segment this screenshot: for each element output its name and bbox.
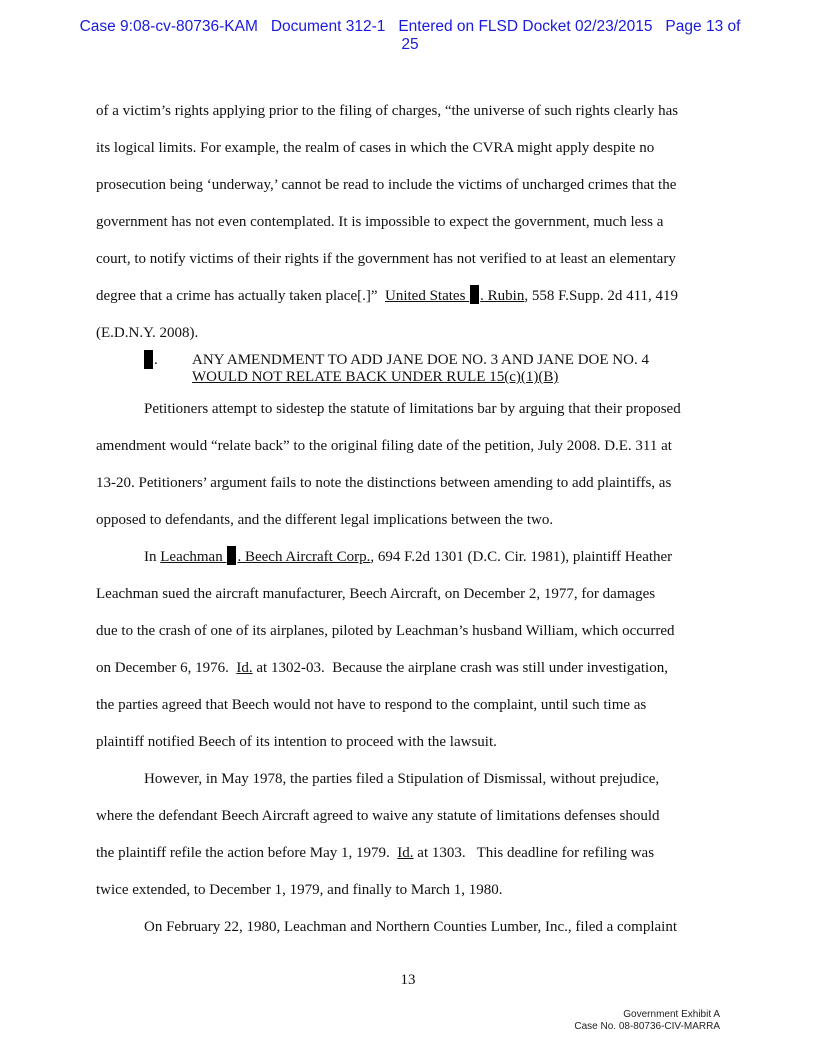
body-line: plaintiff notified Beech of its intention to proceed with the lawsuit. <box>96 734 497 750</box>
body-line <box>96 650 720 687</box>
section-heading <box>96 350 720 391</box>
body-line: Leachman sued the aircraft manufacturer, Beech Aircraft, on December 2, 1977, for damages <box>96 586 656 602</box>
case-citation <box>385 288 524 304</box>
text-run: at 1303. This deadline for refiling was <box>413 845 655 861</box>
text-run: on December 6, 1976. <box>96 660 237 676</box>
case-name-part: . Rubin <box>480 288 525 304</box>
text-run: the plaintiff refile the action before May 1, 1979. <box>96 845 398 861</box>
redaction-block <box>470 285 479 304</box>
docket-header-line-2: 25 <box>401 36 419 53</box>
page-number: 13 <box>400 972 416 988</box>
text-run: , 694 F.2d 1301 (D.C. Cir. 1981), plaintiff Heather <box>370 549 673 565</box>
exhibit-case-number: Case No. 08-80736-CIV-MARRA <box>574 1021 720 1032</box>
body-line: (E.D.N.Y. 2008). <box>96 325 199 341</box>
body-line <box>96 539 720 576</box>
body-line: Petitioners attempt to sidestep the statute of limitations bar by arguing that their proposed <box>144 401 681 417</box>
body-line: opposed to defendants, and the different legal implications between the two. <box>96 512 554 528</box>
body-line: the parties agreed that Beech would not have to respond to the complaint, until such time as <box>96 697 647 713</box>
text-run: In <box>144 549 161 565</box>
exhibit-stamp <box>574 1009 720 1033</box>
body-line: However, in May 1978, the parties filed a Stipulation of Dismissal, without prejudice, <box>144 771 660 787</box>
body-line <box>96 278 720 315</box>
body-line: prosecution being ‘underway,’ cannot be read to include the victims of uncharged crimes that the <box>96 177 677 193</box>
heading-text <box>192 352 649 386</box>
body-line: twice extended, to December 1, 1979, and finally to March 1, 1980. <box>96 882 503 898</box>
redaction-block <box>144 350 153 369</box>
exhibit-label: Government Exhibit A <box>623 1009 720 1020</box>
text-run: degree that a crime has actually taken place[.]” <box>96 288 386 304</box>
body-line <box>96 835 720 872</box>
body-line: 13-20. Petitioners’ argument fails to note the distinctions between amending to add plaintiffs, as <box>96 475 672 491</box>
docket-header <box>60 18 760 54</box>
docket-header-line-1: Case 9:08-cv-80736-KAM Document 312-1 Entered on FLSD Docket 02/23/2015 Page 13 of <box>79 18 741 35</box>
case-name-part: . Beech Aircraft Corp. <box>237 549 371 565</box>
id-citation: Id. <box>236 660 253 676</box>
case-name-part: Leachman <box>160 549 227 565</box>
body-line: of a victim’s rights applying prior to the filing of charges, “the universe of such rights clearly has <box>96 103 679 119</box>
text-run: at 1302-03. Because the airplane crash was still under investigation, <box>252 660 668 676</box>
body-line: where the defendant Beech Aircraft agreed to waive any statute of limitations defenses should <box>96 808 660 824</box>
body-line: government has not even contemplated. It is impossible to expect the government, much less a <box>96 214 664 230</box>
redaction-block <box>227 546 236 565</box>
heading-underlined: WOULD NOT RELATE BACK UNDER RULE 15(c)(1)(B) <box>192 369 559 385</box>
body-line: On February 22, 1980, Leachman and Northern Counties Lumber, Inc., filed a complaint <box>144 919 677 935</box>
id-citation: Id. <box>397 845 414 861</box>
body-line: amendment would “relate back” to the original filing date of the petition, July 2008. D.E. 311 at <box>96 438 672 454</box>
body-line: court, to notify victims of their rights if the government has not verified to at least an elementary <box>96 251 676 267</box>
heading-line-2 <box>192 369 649 386</box>
document-body <box>96 93 720 946</box>
case-citation <box>160 549 370 565</box>
heading-number-dot: . <box>154 352 158 368</box>
body-line: due to the crash of one of its airplanes, piloted by Leachman’s husband William, which occurred <box>96 623 675 639</box>
text-run: , 558 F.Supp. 2d 411, 419 <box>524 288 679 304</box>
case-name-part: United States <box>385 288 470 304</box>
body-line: its logical limits. For example, the realm of cases in which the CVRA might apply despite no <box>96 140 655 156</box>
heading-line-1: ANY AMENDMENT TO ADD JANE DOE NO. 3 AND JANE DOE NO. 4 <box>192 352 649 368</box>
